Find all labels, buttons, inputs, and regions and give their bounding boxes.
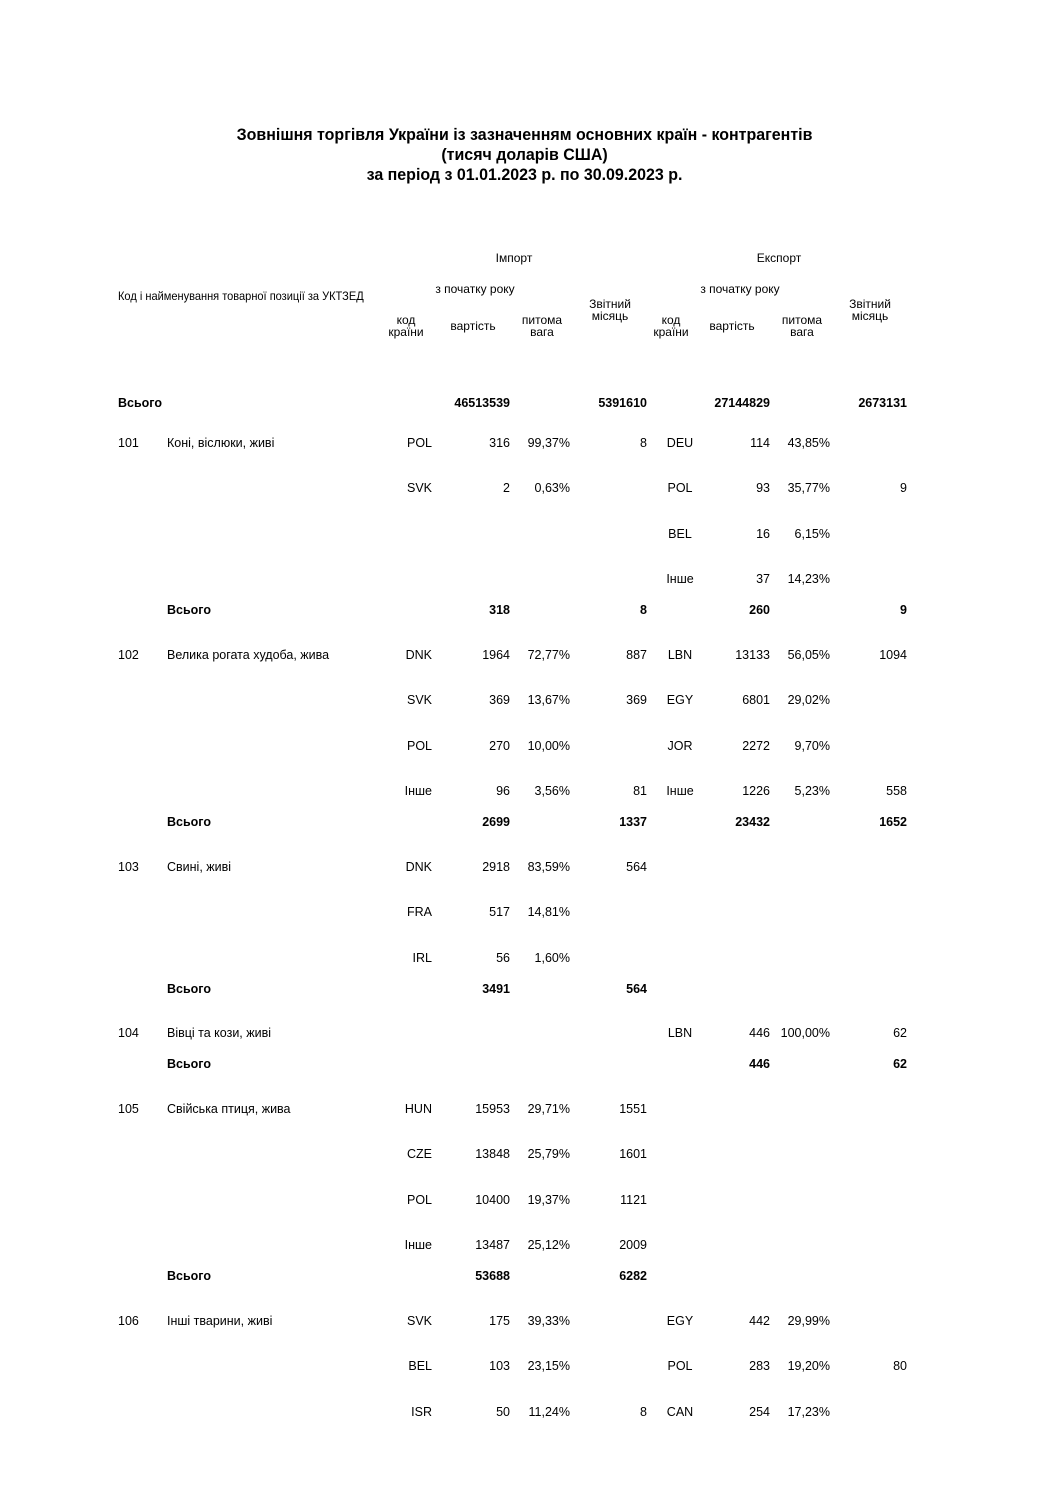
group-total-iv: 3491	[482, 982, 510, 996]
table-cell-ev: 93	[756, 481, 770, 495]
table-cell-ic: DNK	[405, 648, 432, 662]
table-cell-is: 3,56%	[534, 784, 570, 798]
table-cell-ic: BEL	[408, 1359, 432, 1373]
product-code: 101	[118, 436, 139, 450]
table-cell-ec: LBN	[667, 648, 693, 662]
table-cell-ec: POL	[667, 1359, 693, 1373]
group-total-em: 9	[900, 603, 907, 617]
table-cell-em: 9	[900, 481, 907, 495]
table-cell-es: 43,85%	[787, 436, 830, 450]
table-cell-ec: DEU	[666, 436, 694, 450]
grand-total-export-value: 27144829	[714, 396, 770, 410]
table-cell-ev: 283	[749, 1359, 770, 1373]
table-cell-iv: 369	[489, 693, 510, 707]
table-cell-ev: 37	[756, 572, 770, 586]
table-cell-iv: 50	[496, 1405, 510, 1419]
header-import-country: код країни	[388, 313, 424, 339]
table-cell-ev: 254	[749, 1405, 770, 1419]
grand-total-import-month: 5391610	[598, 396, 647, 410]
table-cell-ec: EGY	[666, 1314, 694, 1328]
table-cell-im: 1551	[619, 1102, 647, 1116]
table-cell-es: 9,70%	[794, 739, 830, 753]
table-cell-iv: 96	[496, 784, 510, 798]
header-export-ytd: з початку року	[700, 282, 780, 296]
table-cell-ev: 2272	[742, 739, 770, 753]
table-cell-is: 72,77%	[527, 648, 570, 662]
group-total-ev: 23432	[735, 815, 770, 829]
table-cell-is: 23,15%	[527, 1359, 570, 1373]
table-cell-es: 19,20%	[787, 1359, 830, 1373]
table-cell-im: 887	[626, 648, 647, 662]
table-cell-em: 62	[893, 1026, 907, 1040]
table-cell-iv: 2	[503, 481, 510, 495]
grand-total-label: Всього	[118, 396, 162, 410]
table-cell-iv: 1964	[482, 648, 510, 662]
report-units: (тисяч доларів США)	[441, 145, 608, 164]
table-cell-es: 56,05%	[787, 648, 830, 662]
product-code: 105	[118, 1102, 139, 1116]
table-cell-em: 80	[893, 1359, 907, 1373]
header-import-ytd: з початку року	[435, 282, 515, 296]
group-total-im: 6282	[619, 1269, 647, 1283]
table-cell-iv: 517	[489, 905, 510, 919]
group-total-iv: 2699	[482, 815, 510, 829]
table-cell-ic: POL	[406, 1193, 432, 1207]
product-name: Вівці та кози, живі	[167, 1026, 272, 1040]
table-cell-im: 2009	[619, 1238, 647, 1252]
group-total-em: 1652	[879, 815, 907, 829]
table-cell-im: 564	[626, 860, 647, 874]
table-cell-is: 39,33%	[527, 1314, 570, 1328]
table-cell-is: 1,60%	[534, 951, 570, 965]
product-code: 106	[118, 1314, 139, 1328]
table-cell-es: 29,02%	[787, 693, 830, 707]
table-cell-iv: 13487	[475, 1238, 510, 1252]
table-cell-is: 10,00%	[527, 739, 570, 753]
header-export-value: вартість	[709, 319, 755, 333]
table-cell-ic: Інше	[404, 784, 432, 798]
table-cell-ec: BEL	[668, 527, 692, 541]
table-cell-es: 5,23%	[794, 784, 830, 798]
table-cell-ic: SVK	[406, 481, 432, 495]
table-cell-ic: HUN	[404, 1102, 432, 1116]
header-export-month: Звітний місяць	[849, 297, 891, 323]
table-cell-is: 25,79%	[527, 1147, 570, 1161]
table-cell-iv: 316	[489, 436, 510, 450]
table-cell-im: 1121	[620, 1193, 647, 1207]
table-cell-ic: SVK	[406, 1314, 432, 1328]
table-cell-is: 14,81%	[527, 905, 570, 919]
product-code: 104	[118, 1026, 139, 1040]
table-cell-es: 100,00%	[780, 1026, 830, 1040]
table-cell-es: 35,77%	[787, 481, 830, 495]
table-cell-ic: ISR	[411, 1405, 432, 1419]
grand-total-export-month: 2673131	[858, 396, 907, 410]
table-cell-iv: 175	[489, 1314, 510, 1328]
group-total-em: 62	[893, 1057, 907, 1071]
group-total-im: 1337	[619, 815, 647, 829]
table-cell-iv: 13848	[475, 1147, 510, 1161]
header-import-month: Звітний місяць	[589, 297, 631, 323]
header-export: Експорт	[756, 251, 802, 265]
table-cell-iv: 15953	[475, 1102, 510, 1116]
table-cell-ic: POL	[406, 739, 432, 753]
table-cell-ev: 442	[749, 1314, 770, 1328]
table-cell-ec: JOR	[667, 739, 693, 753]
product-name: Свині, живі	[167, 860, 232, 874]
table-cell-is: 13,67%	[527, 693, 570, 707]
header-export-country: код країни	[653, 313, 689, 339]
product-name: Коні, віслюки, живі	[167, 436, 275, 450]
group-total-im: 564	[626, 982, 647, 996]
table-cell-em: 558	[886, 784, 907, 798]
product-name: Інші тварини, живі	[167, 1314, 273, 1328]
table-cell-ic: FRA	[407, 905, 432, 919]
header-import: Імпорт	[495, 251, 533, 265]
group-total-label: Всього	[167, 982, 211, 996]
group-total-ev: 260	[749, 603, 770, 617]
table-cell-ec: CAN	[666, 1405, 694, 1419]
table-cell-is: 29,71%	[527, 1102, 570, 1116]
table-cell-ic: SVK	[406, 693, 432, 707]
table-cell-im: 8	[640, 1405, 647, 1419]
table-cell-ec: Інше	[666, 784, 694, 798]
table-cell-em: 1094	[879, 648, 907, 662]
table-cell-is: 0,63%	[534, 481, 570, 495]
table-cell-iv: 103	[489, 1359, 510, 1373]
table-cell-is: 99,37%	[527, 436, 570, 450]
product-name: Свійська птиця, жива	[167, 1102, 291, 1116]
table-cell-ev: 6801	[742, 693, 770, 707]
report-period: за період з 01.01.2023 р. по 30.09.2023 р.	[366, 165, 683, 184]
table-cell-ev: 13133	[735, 648, 770, 662]
table-cell-iv: 10400	[475, 1193, 510, 1207]
table-cell-ic: CZE	[407, 1147, 432, 1161]
table-cell-iv: 56	[496, 951, 510, 965]
table-cell-ic: Інше	[404, 1238, 432, 1252]
table-cell-ic: POL	[406, 436, 432, 450]
table-cell-iv: 270	[489, 739, 510, 753]
table-cell-ec: EGY	[666, 693, 694, 707]
report-title: Зовнішня торгівля України із зазначенням основних країн - контрагентів	[236, 125, 813, 144]
table-cell-is: 83,59%	[527, 860, 570, 874]
product-name: Велика рогата худоба, жива	[167, 648, 330, 662]
product-code: 103	[118, 860, 139, 874]
group-total-label: Всього	[167, 603, 211, 617]
table-cell-im: 81	[633, 784, 647, 798]
table-cell-ev: 446	[749, 1026, 770, 1040]
header-import-share: питома вага	[521, 313, 563, 339]
table-cell-iv: 2918	[482, 860, 510, 874]
table-cell-ic: IRL	[412, 951, 432, 965]
group-total-label: Всього	[167, 1269, 211, 1283]
group-total-label: Всього	[167, 1057, 211, 1071]
group-total-ev: 446	[749, 1057, 770, 1071]
table-cell-im: 8	[640, 436, 647, 450]
header-import-value: вартість	[450, 319, 496, 333]
group-total-label: Всього	[167, 815, 211, 829]
group-total-im: 8	[640, 603, 647, 617]
table-cell-ec: Інше	[666, 572, 694, 586]
header-export-share: питома вага	[781, 313, 823, 339]
table-cell-ec: POL	[667, 481, 693, 495]
table-cell-ev: 1226	[742, 784, 770, 798]
group-total-iv: 53688	[475, 1269, 510, 1283]
product-code: 102	[118, 648, 139, 662]
table-cell-ev: 114	[750, 436, 770, 450]
table-cell-is: 19,37%	[527, 1193, 570, 1207]
group-total-iv: 318	[489, 603, 510, 617]
table-cell-im: 1601	[619, 1147, 647, 1161]
table-cell-im: 369	[626, 693, 647, 707]
table-cell-es: 14,23%	[787, 572, 830, 586]
table-cell-ec: LBN	[667, 1026, 693, 1040]
table-cell-is: 11,24%	[528, 1405, 570, 1419]
table-cell-es: 29,99%	[787, 1314, 830, 1328]
table-cell-ev: 16	[756, 527, 770, 541]
header-code-name: Код і найменування товарної позиції за УКТЗЕД	[118, 289, 364, 303]
table-cell-es: 17,23%	[787, 1405, 830, 1419]
grand-total-import-value: 46513539	[454, 396, 510, 410]
table-cell-ic: DNK	[405, 860, 432, 874]
table-cell-is: 25,12%	[527, 1238, 570, 1252]
table-cell-es: 6,15%	[794, 527, 830, 541]
